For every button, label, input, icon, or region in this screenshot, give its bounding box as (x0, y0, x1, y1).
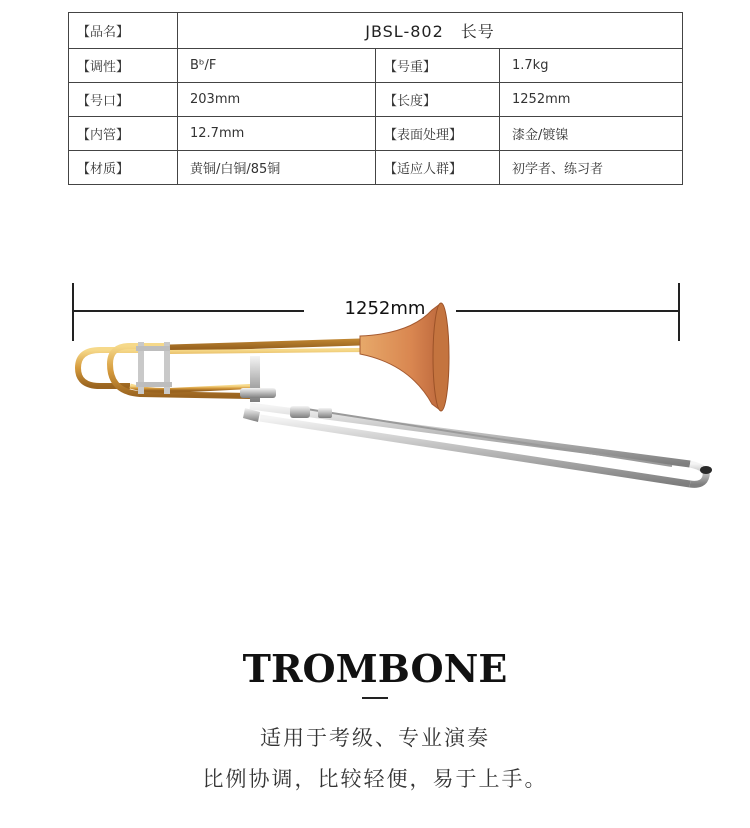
spec-row (69, 117, 683, 151)
spec-row (69, 151, 683, 185)
spec-value: 1252mm (500, 83, 683, 117)
title-divider (362, 697, 388, 699)
spec-label: 【适应人群】 (376, 151, 500, 185)
spec-value: Bᵇ/F (178, 49, 376, 83)
spec-value: 1.7kg (500, 49, 683, 83)
spec-value: 初学者、练习者 (500, 151, 683, 185)
spec-value-name: JBSL-802 长号 (178, 13, 683, 49)
product-tagline-1: 适用于考级、专业演奏 (260, 726, 490, 750)
spec-label-name: 【品名】 (69, 13, 178, 49)
spec-label: 【内管】 (69, 117, 178, 151)
spec-value: 漆金/镀镍 (500, 117, 683, 151)
dimension-label: 1252mm (330, 298, 440, 319)
spec-table (68, 12, 683, 185)
spec-value: 203mm (178, 83, 376, 117)
spec-label: 【号重】 (376, 49, 500, 83)
spec-row (69, 83, 683, 117)
spec-label: 【号口】 (69, 83, 178, 117)
spec-label: 【材质】 (69, 151, 178, 185)
trombone-image (60, 290, 720, 510)
spec-label: 【表面处理】 (376, 117, 500, 151)
product-name: TROMBONE (242, 646, 508, 691)
spec-value: 黄铜/白铜/85铜 (178, 151, 376, 185)
spec-row (69, 49, 683, 83)
product-tagline-2: 比例协调，比较轻便，易于上手。 (202, 767, 548, 791)
spec-label: 【长度】 (376, 83, 500, 117)
spec-row-title (69, 13, 683, 49)
spec-label: 【调性】 (69, 49, 178, 83)
spec-value: 12.7mm (178, 117, 376, 151)
